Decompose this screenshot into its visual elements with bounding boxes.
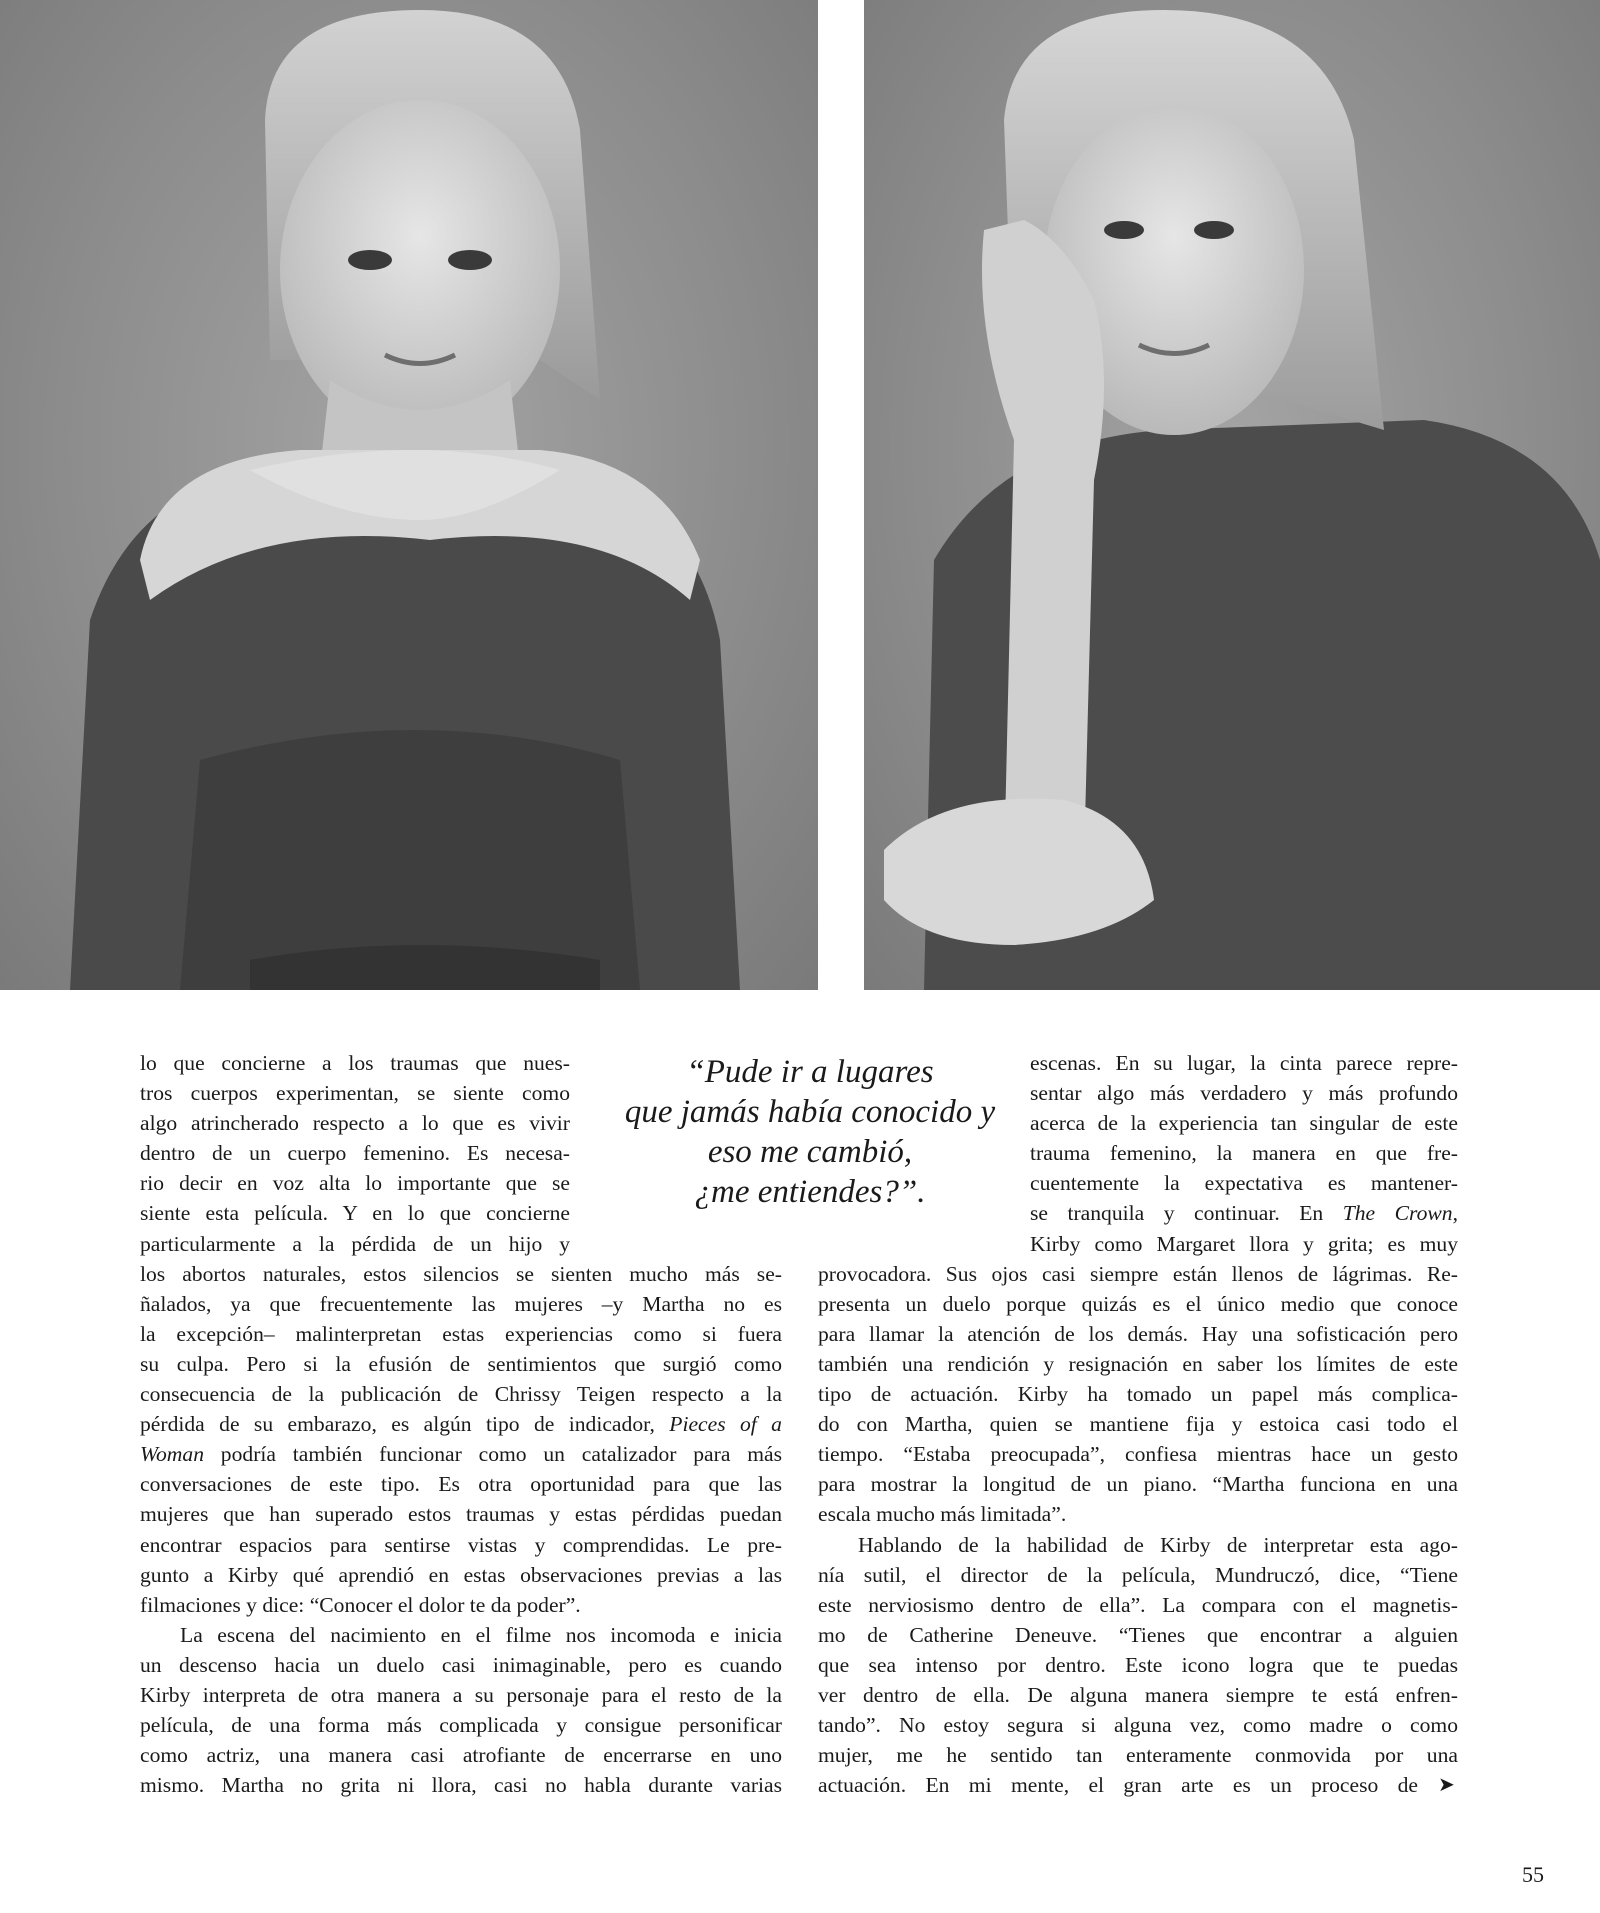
text-line: un descenso hacia un duelo casi inimaginable, pero es cuando <box>140 1652 782 1677</box>
text-line: tando”. No estoy segura si alguna vez, como madre o como <box>818 1713 1458 1738</box>
text-line: mo de Catherine Deneuve. “Tienes que encontrar a alguien <box>818 1622 1458 1647</box>
text-line: do con Martha, quien se mantiene fija y estoica casi todo el <box>818 1412 1458 1437</box>
text-line: ñalados, ya que frecuentemente las mujeres –y Martha no es <box>140 1291 782 1316</box>
text-line: tiempo. “Estaba preocupada”, confiesa mientras hace un gesto <box>818 1442 1458 1467</box>
text-line: presenta un duelo porque quizás es el único medio que conoce <box>818 1291 1458 1316</box>
text-line: particularmente a la pérdida de un hijo y <box>140 1231 570 1256</box>
text-line <box>140 1409 782 1439</box>
paragraph <box>140 1048 782 1620</box>
article-column-left <box>140 1048 782 1800</box>
text-line: también una rendición y resignación en saber los límites de este <box>818 1351 1458 1376</box>
text-line: tipo de actuación. Kirby ha tomado un papel más complica- <box>818 1382 1458 1407</box>
film-title: Woman <box>140 1442 204 1467</box>
text-line: filmaciones y dice: “Conocer el dolor te da poder”. <box>140 1592 581 1617</box>
continue-arrow-icon: ➤ <box>1438 1774 1455 1796</box>
text-line: Hablando de la habilidad de Kirby de interpretar esta ago- <box>858 1532 1458 1557</box>
paragraph <box>818 1048 1458 1530</box>
text-line: gunto a Kirby qué aprendió en estas observaciones previas a las <box>140 1562 782 1587</box>
text-line: mujer, me he sentido tan enteramente conmovida por una <box>818 1743 1458 1768</box>
text-line: mismo. Martha no grita ni llora, casi no habla durante varias <box>140 1773 782 1798</box>
text-line: este nerviosismo dentro de ella”. La compara con el magnetis- <box>818 1592 1458 1617</box>
text-line: acerca de la experiencia tan singular de este <box>1030 1111 1458 1136</box>
text-line: que sea intenso por dentro. Este icono logra que te puedas <box>818 1652 1458 1677</box>
pull-quote-line: “Pude ir a lugares <box>686 1054 934 1090</box>
text-line: sentar algo más verdadero y más profundo <box>1030 1081 1458 1106</box>
text-line: provocadora. Sus ojos casi siempre están llenos de lágrimas. Re- <box>818 1261 1458 1286</box>
text-line: escala mucho más limitada”. <box>818 1502 1067 1527</box>
text-run: , <box>1452 1201 1458 1226</box>
portrait-illustration-right <box>864 0 1600 990</box>
text-line: actuación. En mi mente, el gran arte es un proceso de <box>818 1773 1418 1798</box>
text-line: mujeres que han superado estos traumas y estas pérdidas puedan <box>140 1502 782 1527</box>
text-line: su culpa. Pero si la efusión de sentimientos que surgió como <box>140 1351 782 1376</box>
text-line: rio decir en voz alta lo importante que se <box>140 1171 570 1196</box>
text-line: escenas. En su lugar, la cinta parece repre- <box>1030 1051 1458 1075</box>
paragraph <box>140 1620 782 1801</box>
pull-quote-line: ¿me entiendes?”. <box>694 1174 926 1210</box>
series-title: The Crown <box>1342 1201 1453 1226</box>
portrait-photo-left <box>0 0 818 990</box>
text-line: cuentemente la expectativa es mantener- <box>1030 1171 1458 1196</box>
text-line: para mostrar la longitud de un piano. “Martha funciona en una <box>818 1472 1458 1497</box>
text-line: trauma femenino, la manera en que fre- <box>1030 1141 1458 1166</box>
portrait-photo-right <box>864 0 1600 990</box>
text-line: La escena del nacimiento en el filme nos incomoda e inicia <box>180 1622 782 1647</box>
pull-quote-line: que jamás había conocido y <box>624 1094 996 1130</box>
pull-quote-line: eso me cambió, <box>707 1134 913 1170</box>
text-line: la excepción– malinterpretan estas experiencias como si fuera <box>140 1321 782 1346</box>
page-number: 55 <box>1522 1862 1544 1887</box>
text-line: como actriz, una manera casi atrofiante de encerrarse en uno <box>140 1743 782 1768</box>
text-line: película, de una forma más complicada y consigue personificar <box>140 1713 782 1738</box>
paragraph <box>818 1530 1458 1801</box>
article-column-right <box>818 1048 1458 1800</box>
text-line: nía sutil, el director de la película, Mundruczó, dice, “Tiene <box>818 1562 1458 1587</box>
text-line: siente esta película. Y en lo que concierne <box>140 1201 570 1226</box>
text-run: pérdida de su embarazo, es algún tipo de indicador, <box>140 1412 655 1437</box>
text-line: conversaciones de este tipo. Es otra oportunidad para que las <box>140 1472 782 1497</box>
text-run: podría también funcionar como un catalizador para más <box>220 1442 782 1467</box>
text-line <box>140 1439 782 1469</box>
text-line: lo que concierne a los traumas que nues- <box>140 1051 570 1075</box>
text-line: ver dentro de ella. De alguna manera siempre te está enfren- <box>818 1682 1458 1707</box>
text-line: dentro de un cuerpo femenino. Es necesa- <box>140 1141 570 1166</box>
text-line <box>1030 1198 1458 1228</box>
text-line: para llamar la atención de los demás. Hay una sofisticación pero <box>818 1321 1458 1346</box>
text-run: se tranquila y continuar. En <box>1030 1201 1324 1226</box>
portrait-illustration-left <box>0 0 818 990</box>
text-line: Kirby como Margaret llora y grita; es muy <box>1030 1231 1458 1256</box>
text-line: consecuencia de la publicación de Chrissy Teigen respecto a la <box>140 1382 782 1407</box>
text-line: los abortos naturales, estos silencios se sienten mucho más se- <box>140 1261 782 1286</box>
text-line: tros cuerpos experimentan, se siente como <box>140 1081 570 1106</box>
text-line: algo atrincherado respecto a lo que es vivir <box>140 1111 570 1136</box>
film-title: Pieces of a <box>669 1412 782 1437</box>
text-line: Kirby interpreta de otra manera a su personaje para el resto de la <box>140 1682 782 1707</box>
text-line: encontrar espacios para sentirse vistas y comprendidas. Le pre- <box>140 1532 782 1557</box>
